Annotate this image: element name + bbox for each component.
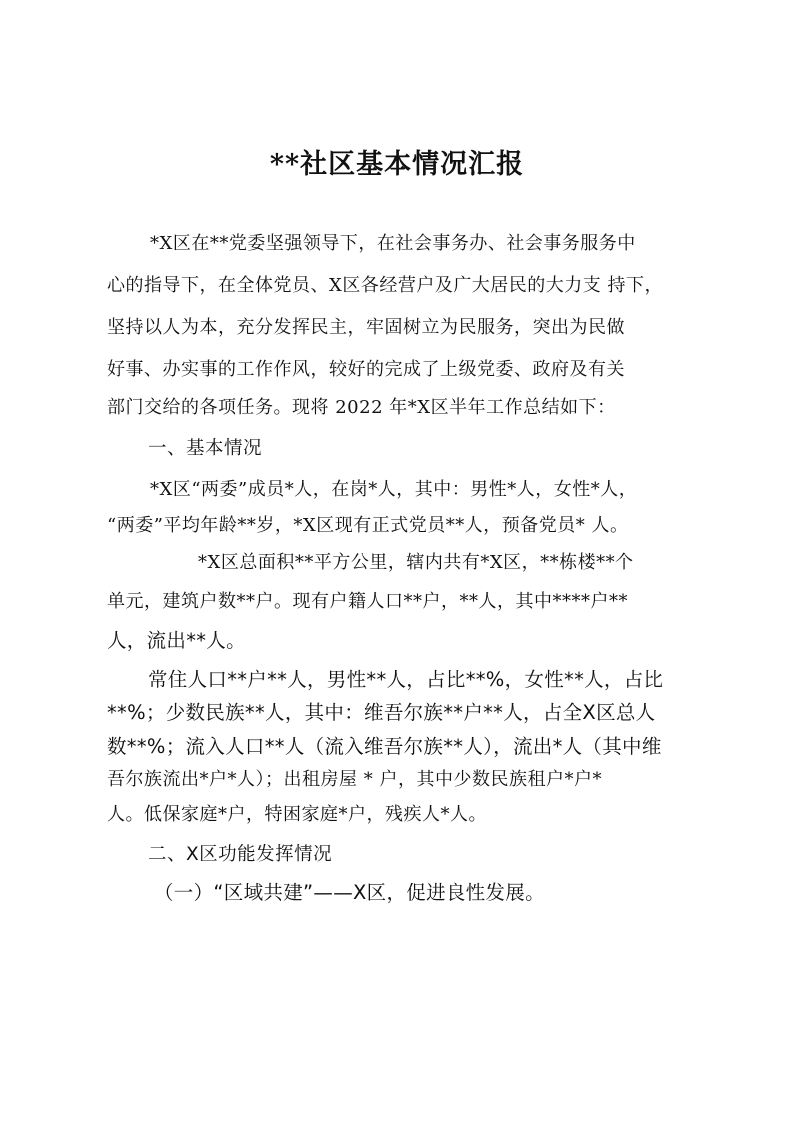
p3-line-5: 人。低保家庭*户，特困家庭*户，残疾人*人。 [107,804,487,825]
document-title: **社区基本情况汇报 [269,149,525,180]
p3-line-4: 吾尔族流出*户*人）；出租房屋 * 户，其中少数民族租户*户* [107,769,602,790]
p2-line-3: 人，流出**人。 [107,629,246,652]
p3-line-1: 常住人口**户**人，男性**人，占比**%，女性**人，占比 [148,668,664,691]
p3-line-2: **%；少数民族**人，其中：维吾尔族**户**人，占全X区总人 [107,701,656,724]
section-2-heading: 二、X区功能发挥情况 [148,844,333,865]
section-1-heading: 一、基本情况 [148,438,263,459]
intro-line-3: 坚持以人为本，充分发挥民主，牢固树立为民服务，突出为民做 [107,317,625,338]
p2-line-1: *X区总面积**平方公里，辖内共有*X区，**栋楼**个 [198,552,634,573]
subsection-1-heading: （一）“区域共建”——X区，促进良性发展。 [154,881,545,904]
intro-line-1: *X区在**党委坚强领导下，在社会事务办、社会事务服务中 [150,233,636,254]
intro-line-2: 心的指导下，在全体党员、X区各经营户及广大居民的大力支 持下， [107,275,664,296]
p2-line-2: 单元，建筑户数**户。现有户籍人口**户，**人，其中****户** [107,591,628,612]
p1-line-1: *X区“两委”成员*人，在岗*人，其中：男性*人，女性*人， [150,479,638,500]
p1-line-2: “两委”平均年龄**岁，*X区现有正式党员**人，预备党员* 人。 [107,515,629,536]
intro-line-4: 好事、办实事的工作作风，较好的完成了上级党委、政府及有关 [107,359,625,380]
intro-line-5: 部门交给的各项任务。现将 2022 年*X区半年工作总结如下： [107,397,616,418]
p3-line-3: 数**%；流入人口**人（流入维吾尔族**人），流出*人（其中维 [107,735,662,758]
